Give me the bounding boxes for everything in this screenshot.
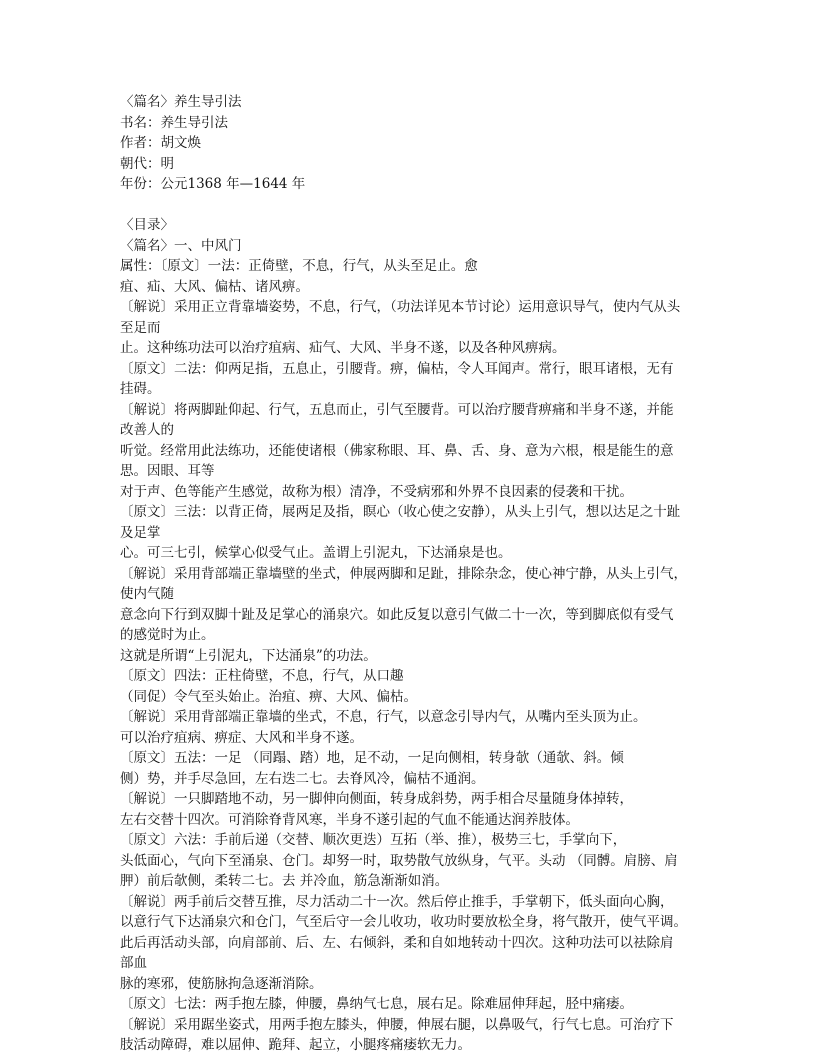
- text-line: 〔原文〕四法：正柱倚壁，不息，行气，从口趣: [120, 668, 404, 684]
- text-line: 听觉。经常用此法练功，还能使诸根（佛家称眼、耳、鼻、舌、身、意为六根，根是能生的意: [120, 442, 674, 459]
- text-line: 止。这种练功法可以治疗疽病、疝气、大风、半身不遂，以及各种风痹病。: [120, 340, 566, 356]
- text-line: 〔解说〕采用背部端正靠墙壁的坐式，伸展两脚和足趾，排除杂念，使心神宁静，从头上引气，: [120, 565, 687, 582]
- text-line: 胛）前后欹侧，柔转二七。去 并冷血，筋急渐渐如消。: [120, 873, 449, 889]
- text-line: 头低面心，气向下至涌泉、仓门。却努一时，取势散气放纵身，气平。头动 （同髆。肩膀、肩: [120, 852, 678, 869]
- text-line: 〔原文〕七法：两手抱左膝，伸腰，鼻纳气七息，展右足。除难屈伸拜起，胫中痛痿。: [120, 996, 633, 1012]
- text-line: 部血: [120, 955, 147, 971]
- text-line: 意念向下行到双脚十趾及足掌心的涌泉穴。如此反复以意引气做二十一次，等到脚底似有受气: [120, 606, 674, 623]
- text-line: 这就是所谓“上引泥丸，下达涌泉”的功法。: [120, 647, 377, 664]
- text-line: 〔解说〕采用背部端正靠墙的坐式，不息，行气，以意念引导内气，从嘴内至头顶为止。: [120, 709, 647, 725]
- text-line: 疽、疝、大风、偏枯、诸风痹。: [120, 278, 309, 295]
- text-line: 可以治疗疽病、痹症、大风和半身不遂。: [120, 729, 363, 746]
- text-line: 〔解说〕采用正立背靠墙姿势，不息，行气，（功法详见本节讨论）运用意识导气，使内气从头: [120, 299, 681, 315]
- text-line: 〔解说〕将两脚趾仰起、行气，五息而止，引气至腰背。可以治疗腰背痹痛和半身不遂，并能: [120, 401, 674, 418]
- text-line: 的感觉时为止。: [120, 627, 215, 643]
- text-line: （同促）令气至头始止。治疽、痹、大风、偏枯。: [120, 688, 417, 705]
- text-line: 属性：〔原文〕一法：正倚壁，不息，行气，从头至足止。愈: [120, 258, 478, 274]
- text-line: 朝代：明: [120, 155, 174, 172]
- text-line: 〔原文〕二法：仰两足指，五息止，引腰背。痹，偏枯，令人耳闻声。常行，眼耳诸根，无有: [120, 360, 674, 377]
- text-line: 〔原文〕六法：手前后递（交替、顺次更迭）互拓（举、推），极势三七，手掌向下，: [120, 832, 627, 848]
- text-line: 此后再活动头部，向肩部前、后、左、右倾斜，柔和自如地转动十四次。这种功法可以祛除肩: [120, 934, 674, 951]
- text-line: 思。因眼、耳等: [120, 463, 215, 479]
- body-text: [120, 215, 700, 1056]
- text-line: 至足而: [120, 319, 161, 336]
- text-line: 〔解说〕两手前后交替互推，尽力活动二十一次。然后停止推手，手掌朝下，低头面向心胸，: [120, 893, 674, 910]
- metadata-block: [120, 92, 700, 195]
- text-line: 〔原文〕三法：以背正倚，展两足及指，瞑心（收心使之安静），从头上引气，想以达足之十趾: [120, 504, 681, 520]
- text-line: 〔解说〕一只脚踏地不动，另一脚伸向侧面，转身成斜势，两手相合尽量随身体掉转，: [120, 791, 633, 807]
- text-line: 挂碍。: [120, 381, 161, 397]
- text-line: 〈篇名〉一、中风门: [120, 237, 242, 254]
- text-line: 〔解说〕采用踞坐姿式，用两手抱左膝头，伸腰，伸展右腿，以鼻吸气，行气七息。可治疗下: [120, 1016, 674, 1033]
- text-line: 〔原文〕五法：一足 （同蹋、踏）地，足不动，一足向侧相，转身欹（通欹、斜。倾: [120, 750, 624, 766]
- text-line: 〈篇名〉养生导引法: [120, 94, 242, 110]
- text-line: 脉的寒邪，使筋脉拘急逐渐消除。: [120, 975, 323, 992]
- text-line: 使内气随: [120, 586, 174, 602]
- text-line: 左右交替十四次。可消除脊背风寒，半身不遂引起的气血不能通达润养肢体。: [120, 811, 579, 828]
- text-line: 〈目录〉: [120, 217, 174, 233]
- text-line: 及足掌: [120, 524, 161, 541]
- text-line: 侧）势，并手尽急回，左右迭二七。去脊风冷，偏枯不通润。: [120, 770, 485, 787]
- text-line: 肢活动障碍，难以屈伸、跪拜、起立，小腿疼痛痿软无力。: [120, 1037, 471, 1053]
- text-line: 书名：养生导引法: [120, 114, 228, 131]
- blank-line: [120, 195, 700, 216]
- text-line: 作者：胡文焕: [120, 135, 201, 151]
- text-line: 心。可三七引，候掌心似受气止。盖谓上引泥丸，下达涌泉是也。: [120, 545, 512, 561]
- text-line: 以意行气下达涌泉穴和仓门，气至后守一会儿收功，收功时要放松全身，将气散开，使气平调。: [120, 914, 687, 930]
- text-line: 改善人的: [120, 422, 174, 438]
- text-line: 年份：公元1368 年—1644 年: [120, 176, 306, 192]
- document-page: [120, 92, 700, 1056]
- text-line: 对于声、色等能产生感觉，故称为根）清净，不受病邪和外界不良因素的侵袭和干扰。: [120, 483, 633, 500]
